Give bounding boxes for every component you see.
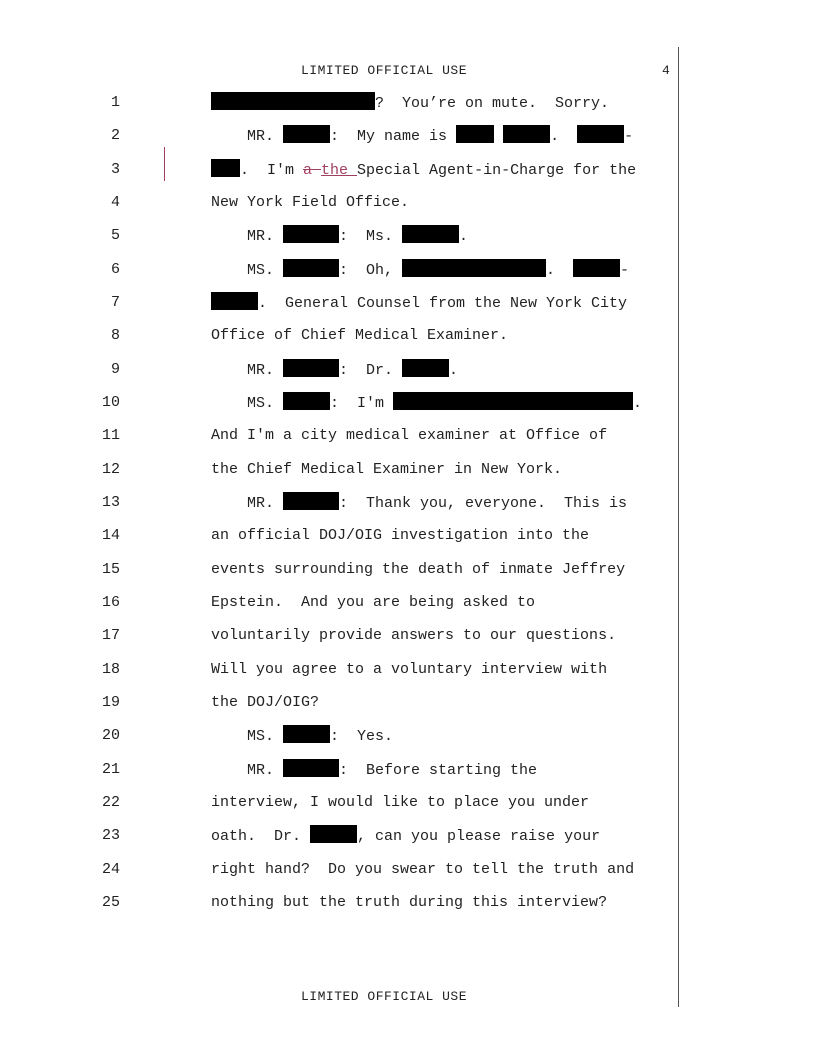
line-number: 16 (101, 594, 120, 611)
transcript-line (0, 859, 816, 881)
deleted-text: a (303, 162, 322, 179)
line-text: MR. : Dr. . (211, 359, 458, 382)
redaction-box (211, 92, 375, 110)
transcript-line (0, 325, 816, 347)
line-text: MR. : Ms. . (211, 225, 468, 248)
redaction-box (283, 259, 339, 277)
line-number: 18 (101, 661, 120, 678)
line-number: 19 (101, 694, 120, 711)
transcript-line (0, 792, 816, 814)
page-number: 4 (662, 63, 670, 78)
line-text: nothing but the truth during this interview? (211, 894, 608, 911)
inserted-text: the (321, 162, 358, 179)
transcript-line (0, 192, 816, 214)
line-number: 6 (110, 261, 120, 278)
line-text: Office of Chief Medical Examiner. (211, 327, 509, 344)
line-text: the DOJ/OIG? (211, 694, 320, 711)
line-text: MR. : Before starting the (211, 759, 537, 782)
transcript-line (0, 559, 816, 581)
transcript-line (0, 659, 816, 681)
transcript-line (0, 292, 816, 314)
line-number: 14 (101, 527, 120, 544)
line-number: 10 (101, 394, 120, 411)
transcript-line (0, 592, 816, 614)
page-footer: LIMITED OFFICIAL USE (300, 989, 468, 1004)
line-text: MR. : Thank you, everyone. This is (211, 492, 627, 515)
line-text: right hand? Do you swear to tell the truth and (211, 861, 635, 878)
line-number: 25 (101, 894, 120, 911)
line-text: Epstein. And you are being asked to (211, 594, 536, 611)
redaction-box (283, 759, 339, 777)
redaction-box (577, 125, 624, 143)
line-number: 22 (101, 794, 120, 811)
redaction-box (283, 359, 339, 377)
redaction-box (573, 259, 620, 277)
line-number: 2 (110, 127, 120, 144)
transcript-line (0, 225, 816, 247)
line-number: 1 (110, 94, 120, 111)
redaction-box (283, 492, 339, 510)
line-number: 13 (101, 494, 120, 511)
line-number: 11 (101, 427, 120, 444)
line-number: 12 (101, 461, 120, 478)
redaction-box (211, 292, 258, 310)
line-text: MS. : Yes. (211, 725, 393, 748)
line-number: 23 (101, 827, 120, 844)
line-text: Will you agree to a voluntary interview with (211, 661, 608, 678)
transcript-line (0, 892, 816, 914)
transcript-line (0, 392, 816, 414)
transcript-line (0, 759, 816, 781)
redaction-box (283, 725, 330, 743)
line-number: 24 (101, 861, 120, 878)
line-number: 17 (101, 627, 120, 644)
transcript-line (0, 459, 816, 481)
redaction-box (503, 125, 550, 143)
redaction-box (456, 125, 494, 143)
transcript-line (0, 492, 816, 514)
redaction-box (310, 825, 357, 843)
line-text: voluntarily provide answers to our questions. (211, 627, 617, 644)
line-text: . I'm a the Special Agent-in-Charge for the (211, 159, 636, 182)
transcript-line (0, 692, 816, 714)
line-text: New York Field Office. (211, 194, 410, 211)
line-number: 3 (110, 161, 120, 178)
transcript-line (0, 125, 816, 147)
transcript-line (0, 825, 816, 847)
line-text: oath. Dr. , can you please raise your (211, 825, 600, 848)
line-text: And I'm a city medical examiner at Office of (211, 427, 608, 444)
line-number: 21 (101, 761, 120, 778)
line-text: ? You’re on mute. Sorry. (211, 92, 609, 115)
line-text: . General Counsel from the New York City (211, 292, 627, 315)
line-number: 20 (101, 727, 120, 744)
redaction-box (283, 225, 339, 243)
line-text: MS. : I'm . (211, 392, 642, 415)
transcript-line (0, 259, 816, 281)
redaction-box (283, 392, 330, 410)
transcript-line (0, 92, 816, 114)
line-number: 9 (110, 361, 120, 378)
transcript-line (0, 359, 816, 381)
redaction-box (211, 159, 240, 177)
line-text: an official DOJ/OIG investigation into the (211, 527, 590, 544)
redaction-box (402, 259, 546, 277)
line-number: 4 (110, 194, 120, 211)
line-text: the Chief Medical Examiner in New York. (211, 461, 563, 478)
redaction-box (393, 392, 633, 410)
line-text: MS. : Oh, . - (211, 259, 629, 282)
line-number: 7 (110, 294, 120, 311)
line-text: MR. : My name is . - (211, 125, 633, 148)
transcript-line (0, 159, 816, 181)
transcript-line (0, 525, 816, 547)
page-header: LIMITED OFFICIAL USE (300, 63, 468, 78)
redaction-box (283, 125, 330, 143)
transcript-line (0, 425, 816, 447)
line-number: 5 (110, 227, 120, 244)
line-text: interview, I would like to place you under (211, 794, 590, 811)
line-text: events surrounding the death of inmate Jeffrey (211, 561, 626, 578)
transcript-line (0, 625, 816, 647)
redaction-box (402, 359, 449, 377)
line-number: 15 (101, 561, 120, 578)
line-number: 8 (110, 327, 120, 344)
transcript-line (0, 725, 816, 747)
redaction-box (402, 225, 459, 243)
